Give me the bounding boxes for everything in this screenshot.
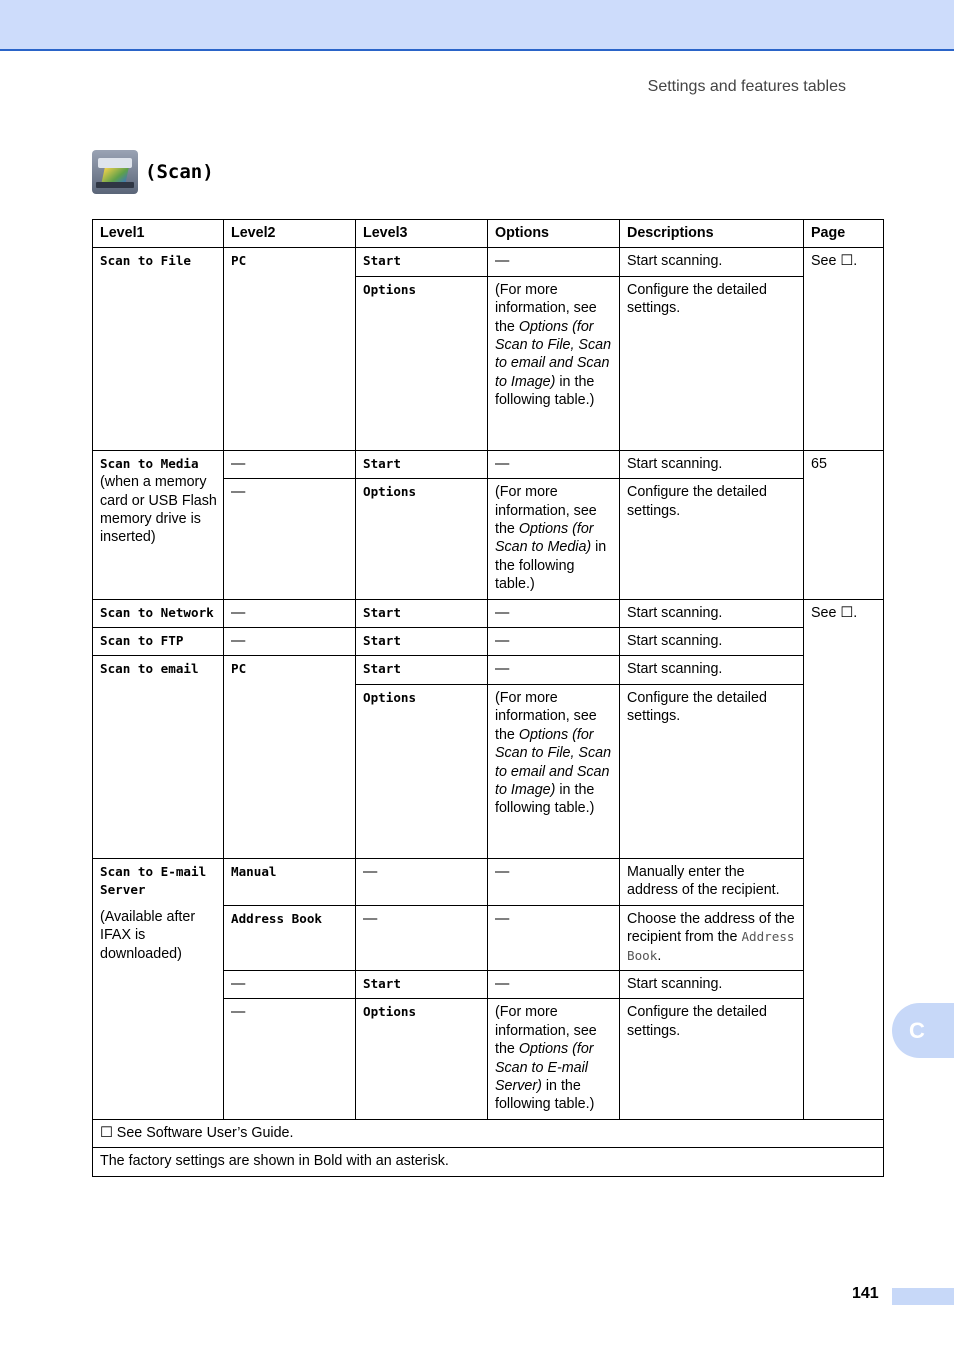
level1-cell: Scan to Network <box>93 599 224 627</box>
page-cell: See ☐. <box>804 599 884 1119</box>
options-cell: (For more information, see the Options (for Scan to Media) in the following table.) <box>488 479 620 599</box>
level3-cell: Start <box>356 656 488 684</box>
description-cell: Manually enter the address of the recipient. <box>620 858 804 905</box>
table-row <box>93 858 884 905</box>
level2-cell: — <box>224 999 356 1119</box>
description-cell: Configure the detailed settings. <box>620 999 804 1119</box>
footnote-row <box>93 1148 884 1176</box>
level1-cell: Scan to File <box>93 248 224 450</box>
options-cell: — <box>488 656 620 684</box>
level3-cell: Start <box>356 628 488 656</box>
level2-cell: — <box>224 450 356 478</box>
level3-cell: Start <box>356 450 488 478</box>
level2-cell: — <box>224 970 356 998</box>
level3-cell: — <box>356 905 488 970</box>
level3-cell: Start <box>356 970 488 998</box>
level3-cell: Options <box>356 684 488 858</box>
section-heading <box>92 150 214 194</box>
level3-cell: Options <box>356 276 488 450</box>
description-cell: Start scanning. <box>620 628 804 656</box>
description-cell: Configure the detailed settings. <box>620 684 804 858</box>
level2-cell: — <box>224 599 356 627</box>
level3-cell: Start <box>356 248 488 276</box>
footnote-software-guide: ☐ See Software User’s Guide. <box>93 1119 884 1147</box>
footnote-row <box>93 1119 884 1147</box>
header-row <box>93 220 884 248</box>
column-header-options: Options <box>488 220 620 248</box>
table-row <box>93 248 884 276</box>
options-cell: — <box>488 858 620 905</box>
description-cell: Start scanning. <box>620 248 804 276</box>
level2-cell: — <box>224 479 356 599</box>
level1-cell: Scan to FTP <box>93 628 224 656</box>
description-cell: Start scanning. <box>620 450 804 478</box>
options-cell: — <box>488 248 620 276</box>
page-number: 141 <box>852 1285 879 1302</box>
footnote-factory-settings: The factory settings are shown in Bold with an asterisk. <box>93 1148 884 1176</box>
column-header-page: Page <box>804 220 884 248</box>
options-cell: — <box>488 628 620 656</box>
options-cell: — <box>488 599 620 627</box>
level3-cell: Options <box>356 479 488 599</box>
description-cell: Start scanning. <box>620 599 804 627</box>
page-cell: See ☐. <box>804 248 884 450</box>
level2-cell: — <box>224 628 356 656</box>
level3-cell: — <box>356 858 488 905</box>
column-header-level1: Level1 <box>93 220 224 248</box>
options-cell: (For more information, see the Options (for Scan to File, Scan to email and Scan to Image) in the following table.) <box>488 684 620 858</box>
level3-cell: Start <box>356 599 488 627</box>
page-cell: 65 <box>804 450 884 599</box>
description-cell: Start scanning. <box>620 656 804 684</box>
options-cell: (For more information, see the Options (for Scan to File, Scan to email and Scan to Image) in the following table.) <box>488 276 620 450</box>
table-row <box>93 628 884 656</box>
table-row <box>93 656 884 684</box>
settings-table <box>92 219 884 1177</box>
level1-cell: Scan to E-mail Server (Available after IFAX is downloaded) <box>93 858 224 1119</box>
section-title: (Scan) <box>145 161 214 183</box>
options-cell: (For more information, see the Options (for Scan to E-mail Server) in the following table.) <box>488 999 620 1119</box>
level3-cell: Options <box>356 999 488 1119</box>
column-header-level3: Level3 <box>356 220 488 248</box>
chapter-tab: C <box>892 1003 954 1058</box>
column-header-level2: Level2 <box>224 220 356 248</box>
header-bar <box>0 0 954 51</box>
options-cell: — <box>488 970 620 998</box>
level2-cell: PC <box>224 656 356 858</box>
description-cell: Start scanning. <box>620 970 804 998</box>
level2-cell: Manual <box>224 858 356 905</box>
level2-cell: Address Book <box>224 905 356 970</box>
description-cell: Configure the detailed settings. <box>620 276 804 450</box>
level2-cell: PC <box>224 248 356 450</box>
level1-cell: Scan to email <box>93 656 224 858</box>
options-cell: — <box>488 905 620 970</box>
description-cell: Configure the detailed settings. <box>620 479 804 599</box>
level1-cell: Scan to Media (when a memory card or USB Flash memory drive is inserted) <box>93 450 224 599</box>
scanner-icon <box>92 150 138 194</box>
description-cell: Choose the address of the recipient from the Address Book. <box>620 905 804 970</box>
table-row <box>93 599 884 627</box>
page-number-bar <box>892 1288 954 1305</box>
running-title: Settings and features tables <box>647 78 846 95</box>
options-cell: — <box>488 450 620 478</box>
table-row <box>93 450 884 478</box>
column-header-descriptions: Descriptions <box>620 220 804 248</box>
